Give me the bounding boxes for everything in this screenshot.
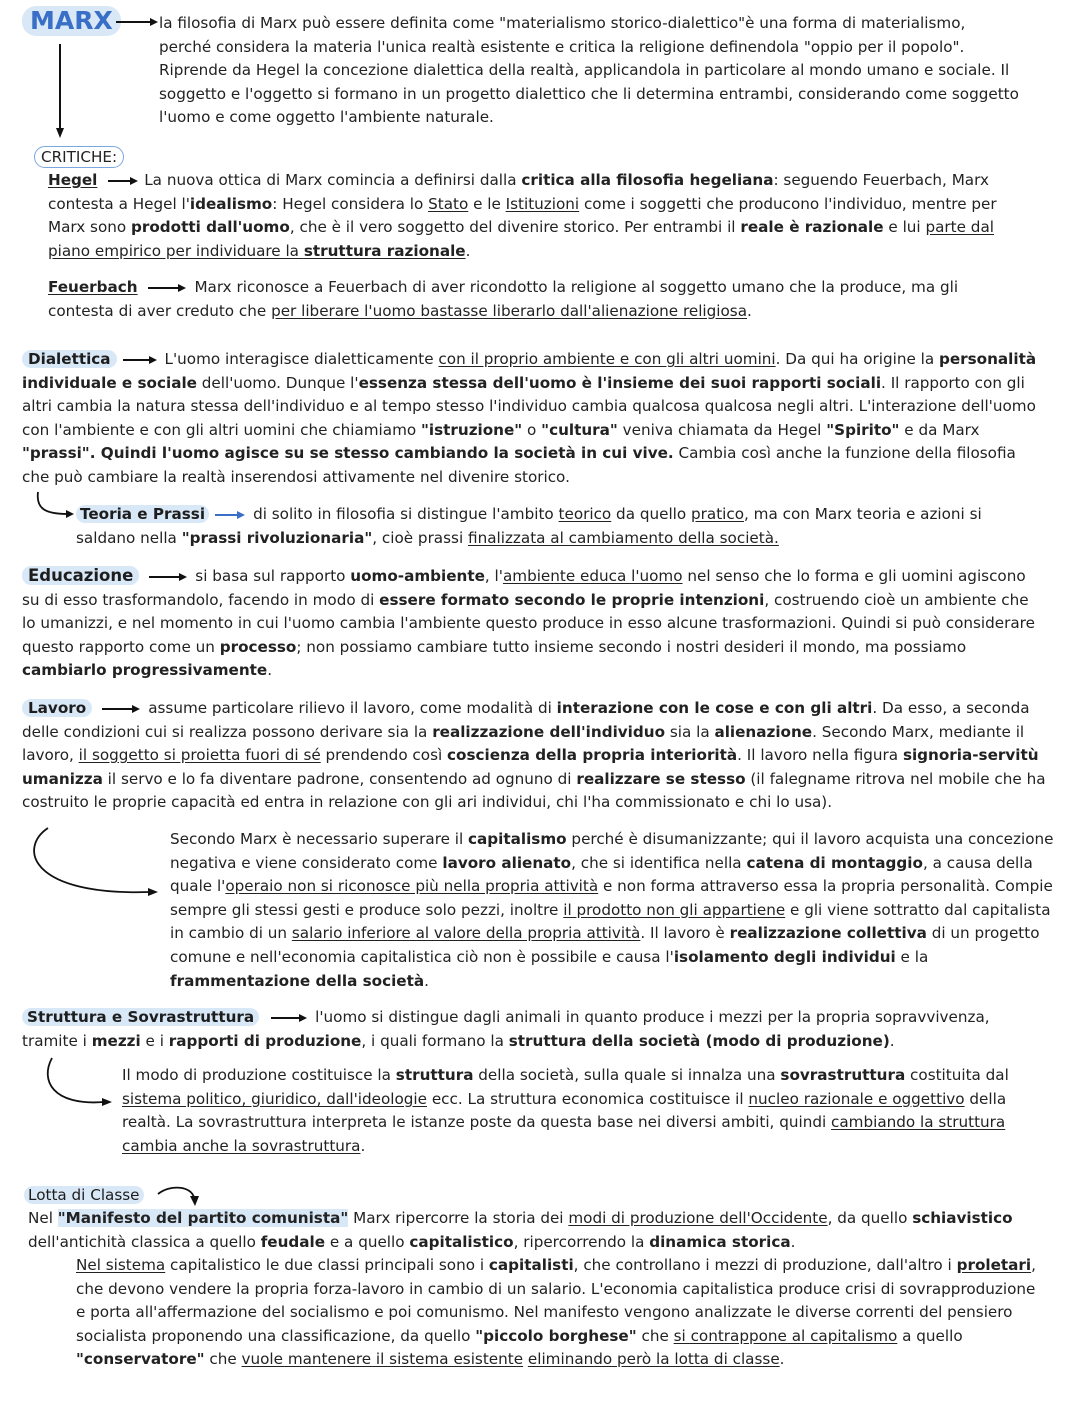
- teoria-label: Teoria e Prassi: [76, 505, 209, 523]
- critiche-label: CRITICHE:: [41, 148, 118, 166]
- lotta-sistema-paragraph: Nel sistema capitalistico le due classi principali sono i capitalisti, che controllano i mezzi di produzione, dall'altro i proletari, che devono vendere la propria forza-lavoro in cambio di un salario. L'economia capitalistica produce crisi di sovrapproduzione e porta all'affermazione del socialismo e poi comunismo. Nel manifesto vengono analizzate le diverse correnti del pensiero socialista proponendo una classificazione, da quello "piccolo borghese" che si contrappone al capitalismo a quello "conservatore" che vuole mantenere il sistema esistente eliminando però la lotta di classe.: [76, 1256, 1036, 1369]
- lotta-label: Lotta di Classe: [24, 1186, 144, 1204]
- hegel-paragraph: Hegel La nuova ottica di Marx comincia a definirsi dalla critica alla filosofia hegeliana: seguendo Feuerbach, Marx contesta a Hegel l'idealismo: Hegel considera lo Stato e le Istituzioni come i soggetti che producono l'individuo, mentre per Marx sono prodotti dall'uomo, che è il vero soggetto del divenire storico. Per entrambi il reale è razionale e lui parte dal piano empirico per individuare la struttura razionale.: [48, 171, 997, 260]
- teoria-paragraph: Teoria e Prassi di solito in filosofia si distingue l'ambito teorico da quello pratico, ma con Marx teoria e azioni si saldano nella "prassi rivoluzionaria", cioè prassi finalizzata al cambiamento della società.: [76, 505, 982, 547]
- lavoro-paragraph: Lavoro assume particolare rilievo il lavoro, come modalità di interazione con le cose e con gli altri. Da esso, a seconda delle condizioni cui si realizza possono derivare sia la realizzazione dell'individuo sia la alienazione. Secondo Marx, mediante il lavoro, il soggetto si proietta fuori di sé prendendo così coscienza della propria interiorità. Il lavoro nella figura signoria-servitù umanizza il servo e lo fa diventare padrone, consentendo ad ognuno di realizzare se stesso (il falegname ritrova nel mobile che ha costruito le proprie capacità ed entra in relazione con gli ari individui, chi l'ha commissionato e chi lo usa).: [22, 699, 1046, 812]
- struttura-paragraph: Struttura e Sovrastruttura l'uomo si distingue dagli animali in quanto produce i mezzi per la propria sopravvivenza, tramite i mezzi e i rapporti di produzione, i quali formano la struttura della società (modo di produzione).: [22, 1008, 990, 1050]
- lavoro-label: Lavoro: [22, 699, 92, 717]
- feuerbach-paragraph: Feuerbach Marx riconosce a Feuerbach di aver ricondotto la religione al soggetto umano che la produce, ma gli contesta di aver creduto che per liberare l'uomo bastasse liberarlo dall'alienazione religiosa.: [48, 278, 959, 320]
- struttura-label: Struttura e Sovrastruttura: [22, 1008, 259, 1026]
- dialettica-paragraph: Dialettica L'uomo interagisce dialetticamente con il proprio ambiente e con gli altri uomini. Da qui ha origine la personalità individuale e sociale dell'uomo. Dunque l'essenza stessa dell'uomo è l'insieme dei suoi rapporti sociali. Il rapporto con gli altri cambia la natura stessa dell'individuo e al tempo stesso l'individuo cambia qualcosa qualcosa negli altri. L'interazione dell'uomo con l'ambiente e con gli altri uomini che chiamiamo "istruzione" o "cultura" veniva chiamata da Hegel "Spirito" e da Marx "prassi". Quindi l'uomo agisce su se stesso cambiando la società in cui vive. Cambia così anche la funzione della filosofia che può cambiare la realtà inserendosi attivamente nel divenire storico.: [22, 350, 1037, 486]
- capitalismo-paragraph: Secondo Marx è necessario superare il capitalismo perché è disumanizzante; qui il lavoro acquista una concezione negativa e viene considerato come lavoro alienato, che si identifica nella catena di montaggio, a causa della quale l'operaio non si riconosce più nella propria attività e non forma attraverso essa la propria personalità. Compie sempre gli stessi gesti e produce solo pezzi, inoltre il prodotto non gli appartiene e gli viene sottratto dal capitalista in cambio di un salario inferiore al valore della propria attività. Il lavoro è realizzazione collettiva di un progetto comune e nell'economia capitalistica ciò non è possibile e causa l'isolamento degli individui e la frammentazione della società.: [170, 830, 1054, 990]
- dialettica-label: Dialettica: [22, 350, 117, 368]
- intro-paragraph: la filosofia di Marx può essere definita come "materialismo storico-dialettico"è una forma di materialismo, perché considera la materia l'unica realtà esistente e critica la religione definendola "oppio per il popolo". Riprende da Hegel la concezione dialettica della realtà, applicandola in particolare al mondo umano e sociale. Il soggetto e l'oggetto si formano in un progetto dialettico che li determina entrambi, considerando come soggetto l'uomo e come oggetto l'ambiente naturale.: [159, 14, 1019, 127]
- educazione-paragraph: Educazione si basa sul rapporto uomo-ambiente, l'ambiente educa l'uomo nel senso che lo forma e gli uomini agiscono su di esso trasformandolo, facendo in modo di essere formato secondo le proprie intenzioni, costruendo cioè un ambiente che lo umanizzi, e nel momento in cui l'uomo cambia l'ambiente questo produce in esso alcune trasformazioni. Quindi si può considerare questo rapporto come un processo; non possiamo cambiare tutto insieme secondo i nostri desideri il mondo, ma possiamo cambiarlo progressivamente.: [22, 566, 1035, 680]
- feuerbach-label: Feuerbach: [48, 278, 138, 296]
- educazione-label: Educazione: [22, 566, 139, 585]
- sovrastruttura-paragraph: Il modo di produzione costituisce la struttura della società, sulla quale si innalza una sovrastruttura costituita dal sistema politico, giuridico, dall'ideologie ecc. La struttura economica costituisce il nucleo razionale e oggettivo della realtà. La sovrastruttura interpreta le istanze poste da questa base nei diversi ambiti, quindi cambiando la struttura cambia anche la sovrastruttura.: [122, 1066, 1009, 1155]
- hegel-label: Hegel: [48, 171, 98, 189]
- lotta-paragraph: Nel "Manifesto del partito comunista" Marx ripercorre la storia dei modi di produzione dell'Occidente, da quello schiavistico dell'antichità classica a quello feudale e a quello capitalistico, ripercorrendo la dinamica storica.: [28, 1209, 1013, 1251]
- page-title: MARX: [22, 6, 121, 36]
